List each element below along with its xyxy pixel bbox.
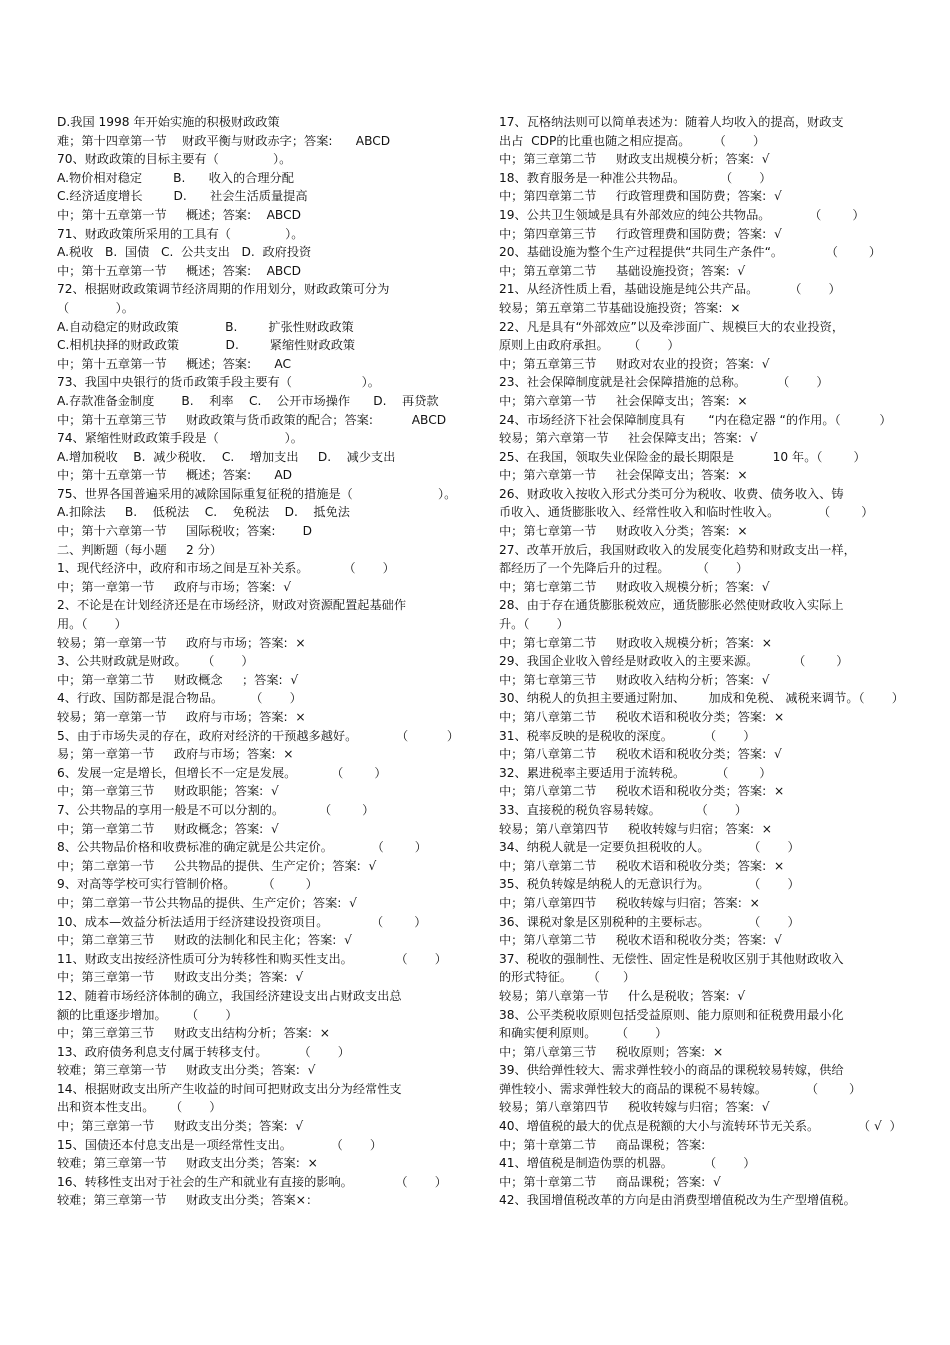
- right-column-line: 40、增值税的最大的优点是税额的大小与流转环节无关系。 （ √ ）: [499, 1119, 902, 1134]
- left-column-line: 16、转移性支出对于社会的生产和就业有直接的影响。 （ ）: [57, 1174, 447, 1189]
- left-column-line: 难；第十四章第一节 财政平衡与财政赤字；答案: ABCD: [57, 133, 391, 148]
- left-column-line: C.经济适度增长 D. 社会生活质量提高: [57, 189, 308, 204]
- left-column-line: （ ）。: [57, 300, 134, 315]
- left-column-line: 中；第十五章第三节 财政政策与货币政策的配合；答案: ABCD: [57, 412, 447, 427]
- left-column-line: 5、由于市场失灵的存在，政府对经济的干预越多越好。 （ ）: [57, 728, 460, 743]
- left-column-line: 较难；第三章第一节 财政支出分类；答案×：: [57, 1193, 319, 1208]
- right-column-line: 37、税收的强制性、无偿性、固定性是税收区别于其他财政收入: [499, 951, 844, 966]
- left-column-line: 中；第十五章第一节 概述；答案: AC: [57, 356, 291, 371]
- left-column-line: 中；第一章第二节 财政概念；答案: √: [57, 821, 279, 836]
- right-column-line: 和确实便利原则。 （ ）: [499, 1026, 668, 1041]
- right-column-line: 中；第八章第二节 税收术语和税收分类；答案: √: [499, 933, 782, 948]
- right-column-line: 中；第十章第二节 商品课税；答案: √: [499, 1174, 721, 1189]
- left-column-line: 12、随着市场经济体制的确立，我国经济建设支出占财政支出总: [57, 988, 402, 1003]
- right-column-line: 弹性较小、需求弹性较大的商品的课税不易转嫁。 （ ）: [499, 1081, 862, 1096]
- left-column-line: A.自动稳定的财政政策 B. 扩张性财政政策: [57, 319, 354, 334]
- left-column-line: 中；第二章第一节 公共物品的提供、生产定价；答案: √: [57, 858, 377, 873]
- left-column-line: 14、根据财政支出所产生收益的时间可把财政支出分为经常性支: [57, 1081, 402, 1096]
- left-column-line: 9、对高等学校可实行管制价格。 （ ）: [57, 877, 318, 892]
- right-column-line: 都经历了一个先降后升的过程。 （ ）: [499, 561, 749, 576]
- right-column-line: 18、教育服务是一种准公共物品。 （ ）: [499, 170, 772, 185]
- right-column-line: 34、纳税人就是一定要负担税收的人。 （ ）: [499, 840, 800, 855]
- left-column-line: A.存款准备金制度 B. 利率 C. 公开市场操作 D. 再贷款: [57, 393, 439, 408]
- right-column-line: 21、从经济性质上看，基础设施是纯公共产品。 （ ）: [499, 282, 841, 297]
- left-column-line: 较易；第一章第一节 政府与市场；答案: ×: [57, 710, 306, 724]
- left-column-line: 出和资本性支出。 （ ）: [57, 1100, 222, 1115]
- left-column-line: 70、财政政策的目标主要有（ ）。: [57, 152, 292, 167]
- left-column-line: 4、行政、国防都是混合物品。 （ ）: [57, 691, 302, 706]
- right-column-line: 中；第十章第二节 商品课税；答案:: [499, 1137, 706, 1152]
- right-column-line: 26、财政收入按收入形式分类可分为税收、收费、债务收入、铸: [499, 486, 844, 501]
- right-column-line: 中；第七章第三节 财政收入结构分析；答案: √: [499, 672, 770, 687]
- left-column-line: A.扣除法 B. 低税法 C. 免税法 D. 抵免法: [57, 505, 350, 520]
- left-column-line: A.税收 B. 国债 C. 公共支出 D. 政府投资: [57, 245, 312, 260]
- left-column-line: 73、我国中央银行的货币政策手段主要有（ ）。: [57, 375, 380, 390]
- right-column-line: 中；第八章第二节 税收术语和税收分类；答案: ×: [499, 710, 785, 724]
- right-column-line: 较易；第八章第四节 税收转嫁与归宿；答案: ×: [499, 821, 772, 836]
- right-column-line: 原则上由政府承担。 （ ）: [499, 338, 680, 353]
- right-column-line: 较易；第五章第二节基础设施投资；答案: ×: [499, 300, 741, 315]
- left-column-line: A.物价相对稳定 B. 收入的合理分配: [57, 170, 294, 185]
- right-column-line: 42、我国增值税改革的方向是由消费型增值税改为生产型增值税。: [499, 1193, 856, 1208]
- right-column-line: 中；第八章第四节 税收转嫁与归宿；答案: ×: [499, 895, 760, 910]
- left-column-line: 中；第三章第三节 财政支出结构分析；答案: ×: [57, 1026, 330, 1041]
- left-column-line: 中；第三章第一节 财政支出分类；答案: √: [57, 970, 304, 985]
- right-column-line: 36、课税对象是区别税种的主要标志。 （ ）: [499, 914, 800, 929]
- right-column-line: 较易；第八章第一节 什么是税收；答案: √: [499, 988, 746, 1003]
- right-column-line: 出占 CDP的比重也随之相应提高。 （ ）: [499, 133, 766, 148]
- right-column-line: 29、我国企业收入曾经是财政收入的主要来源。 （ ）: [499, 654, 849, 669]
- right-column-line: 25、在我国，领取失业保险金的最长期限是 10 年。（ ）: [499, 449, 866, 464]
- right-column-line: 中；第六章第一节 社会保障支出；答案: ×: [499, 393, 748, 408]
- right-column-line: 35、税负转嫁是纳税人的无意识行为。 （ ）: [499, 877, 800, 892]
- left-column-line: 较易；第一章第一节 政府与市场；答案: ×: [57, 635, 306, 650]
- left-column-line: 8、公共物品价格和收费标准的确定就是公共定价。 （ ）: [57, 840, 427, 855]
- left-column-line: 3、公共财政就是财政。 （ ）: [57, 654, 254, 669]
- right-column-line: 20、基础设施为整个生产过程提供“共同生产条件“。 （ ）: [499, 245, 882, 260]
- right-column-line: 中；第四章第三节 行政管理费和国防费；答案: √: [499, 226, 782, 241]
- right-column-line: 升。（ ）: [499, 617, 569, 632]
- left-column: [57, 113, 467, 1210]
- right-column: [499, 113, 907, 1210]
- left-column-line: 易；第一章第一节 政府与市场；答案: ×: [57, 747, 294, 762]
- right-column-line: 较易；第八章第四节 税收转嫁与归宿；答案: √: [499, 1100, 770, 1115]
- left-column-line: 中；第二章第三节 财政的法制化和民主化；答案: √: [57, 933, 352, 948]
- right-column-line: 中；第八章第二节 税收术语和税收分类；答案: √: [499, 747, 782, 762]
- left-column-line: 2、不论是在计划经济还是在市场经济，财政对资源配置起基础作: [57, 598, 407, 613]
- right-column-line: 22、凡是具有“外部效应”以及牵涉面广、规模巨大的农业投资，: [499, 319, 845, 334]
- right-column-line: 23、社会保障制度就是社会保障措施的总称。 （ ）: [499, 375, 829, 390]
- left-column-line: 15、国债还本付息支出是一项经常性支出。 （ ）: [57, 1137, 383, 1152]
- right-column-line: 31、税率反映的是税收的深度。 （ ）: [499, 728, 756, 743]
- right-column-line: 中；第八章第二节 税收术语和税收分类；答案: ×: [499, 784, 785, 799]
- left-column-line: 71、财政政策所采用的工具有（ ）。: [57, 226, 304, 241]
- right-column-line: 30、纳税人的负担主要通过附加、 加成和免税、 减税来调节。（ ）: [499, 691, 904, 706]
- left-column-line: 1、现代经济中，政府和市场之间是互补关系。 （ ）: [57, 561, 395, 576]
- right-column-line: 中；第八章第二节 税收术语和税收分类；答案: ×: [499, 858, 785, 873]
- right-column-line: 的形式特征。 （ ）: [499, 970, 636, 985]
- left-column-line: 中；第一章第三节 财政职能；答案: √: [57, 784, 279, 799]
- left-column-line: 11、财政支出按经济性质可分为转移性和购买性支出。 （ ）: [57, 951, 447, 966]
- left-column-line: 中；第十六章第一节 国际税收；答案: D: [57, 524, 312, 539]
- left-column-line: 中；第二章第一节公共物品的提供、生产定价；答案: √: [57, 895, 357, 910]
- right-column-line: 中；第六章第一节 社会保障支出；答案: ×: [499, 468, 748, 483]
- left-column-line: C.相机抉择的财政政策 D. 紧缩性财政政策: [57, 338, 356, 353]
- right-column-line: 币收入、通货膨胀收入、经常性收入和临时性收入。 （ ）: [499, 505, 874, 520]
- right-column-line: 较易；第六章第一节 社会保障支出；答案: √: [499, 431, 758, 446]
- right-column-line: 39、供给弹性较大、需求弹性较小的商品的课税较易转嫁，供给: [499, 1063, 844, 1078]
- left-column-line: 较难；第三章第一节 财政支出分类；答案: ×: [57, 1156, 318, 1171]
- left-column-line: 13、政府债务利息支付属于转移支付。 （ ）: [57, 1044, 350, 1059]
- left-column-line: 用。（ ）: [57, 617, 127, 632]
- right-column-line: 中；第八章第三节 税收原则；答案: ×: [499, 1044, 724, 1059]
- right-column-line: 中；第七章第一节 财政收入分类；答案: ×: [499, 524, 748, 539]
- right-column-line: 41、增值税是制造伪票的机器。 （ ）: [499, 1156, 756, 1171]
- right-column-line: 38、公平类税收原则包括受益原则、能力原则和征税费用最小化: [499, 1007, 844, 1022]
- right-column-line: 32、累进税率主要适用于流转税。 （ ）: [499, 765, 772, 780]
- left-column-line: A.增加税收 B. 减少税收． C. 增加支出 D. 减少支出: [57, 449, 396, 464]
- left-column-line: 74、紧缩性财政政策手段是（ ）。: [57, 431, 303, 446]
- right-column-line: 33、直接税的税负容易转嫁。 （ ）: [499, 802, 748, 817]
- right-column-line: 中；第四章第二节 行政管理费和国防费；答案: √: [499, 189, 782, 204]
- left-column-line: 中；第十五章第一节 概述；答案: ABCD: [57, 263, 301, 278]
- left-column-line: 72、根据财政政策调节经济周期的作用划分，财政政策可分为: [57, 282, 390, 297]
- left-column-line: 75、世界各国普遍采用的减除国际重复征税的措施是（ ）。: [57, 486, 457, 501]
- right-column-line: 28、由于存在通货膨胀税效应，通货膨胀必然使财政收入实际上: [499, 598, 844, 613]
- left-column-line: 二、判断题（每小题 2 分）: [57, 542, 223, 557]
- right-column-line: 17、瓦格纳法则可以简单表述为：随着人均收入的提高，财政支: [499, 115, 844, 129]
- right-column-line: 中；第五章第二节 基础设施投资；答案: √: [499, 263, 746, 278]
- right-column-line: 19、公共卫生领域是具有外部效应的纯公共物品。 （ ）: [499, 207, 865, 222]
- right-column-line: 中；第三章第二节 财政支出规模分析；答案: √: [499, 152, 770, 167]
- left-column-line: 中；第三章第一节 财政支出分类；答案: √: [57, 1119, 304, 1134]
- right-column-line: 中；第七章第二节 财政收入规模分析；答案: ×: [499, 635, 772, 650]
- left-column-line: 7、公共物品的享用一般是不可以分割的。 （ ）: [57, 802, 375, 817]
- left-column-line: D.我国 1998 年开始实施的积极财政政策: [57, 115, 280, 129]
- right-column-line: 24、市场经济下社会保障制度具有 “内在稳定器 “的作用。（ ）: [499, 412, 892, 427]
- left-column-line: 6、发展一定是增长，但增长不一定是发展。 （ ）: [57, 765, 387, 780]
- left-column-line: 中；第十五章第一节 概述；答案: ABCD: [57, 207, 301, 222]
- left-column-line: 中；第一章第一节 政府与市场；答案: √: [57, 579, 291, 594]
- left-column-line: 较难；第三章第一节 财政支出分类；答案: √: [57, 1063, 316, 1078]
- right-column-line: 中；第七章第二节 财政收入规模分析；答案: √: [499, 579, 770, 594]
- left-column-line: 10、成本—效益分析法适用于经济建设投资项目。 （ ）: [57, 914, 427, 929]
- left-column-line: 中；第一章第二节 财政概念 ；答案: √: [57, 672, 299, 687]
- right-column-line: 中；第五章第三节 财政对农业的投资；答案: √: [499, 356, 770, 371]
- left-column-line: 额的比重逐步增加。 （ ）: [57, 1007, 238, 1022]
- right-column-line: 27、改革开放后，我国财政收入的发展变化趋势和财政支出一样，: [499, 542, 856, 557]
- left-column-line: 中；第十五章第一节 概述；答案: AD: [57, 468, 293, 483]
